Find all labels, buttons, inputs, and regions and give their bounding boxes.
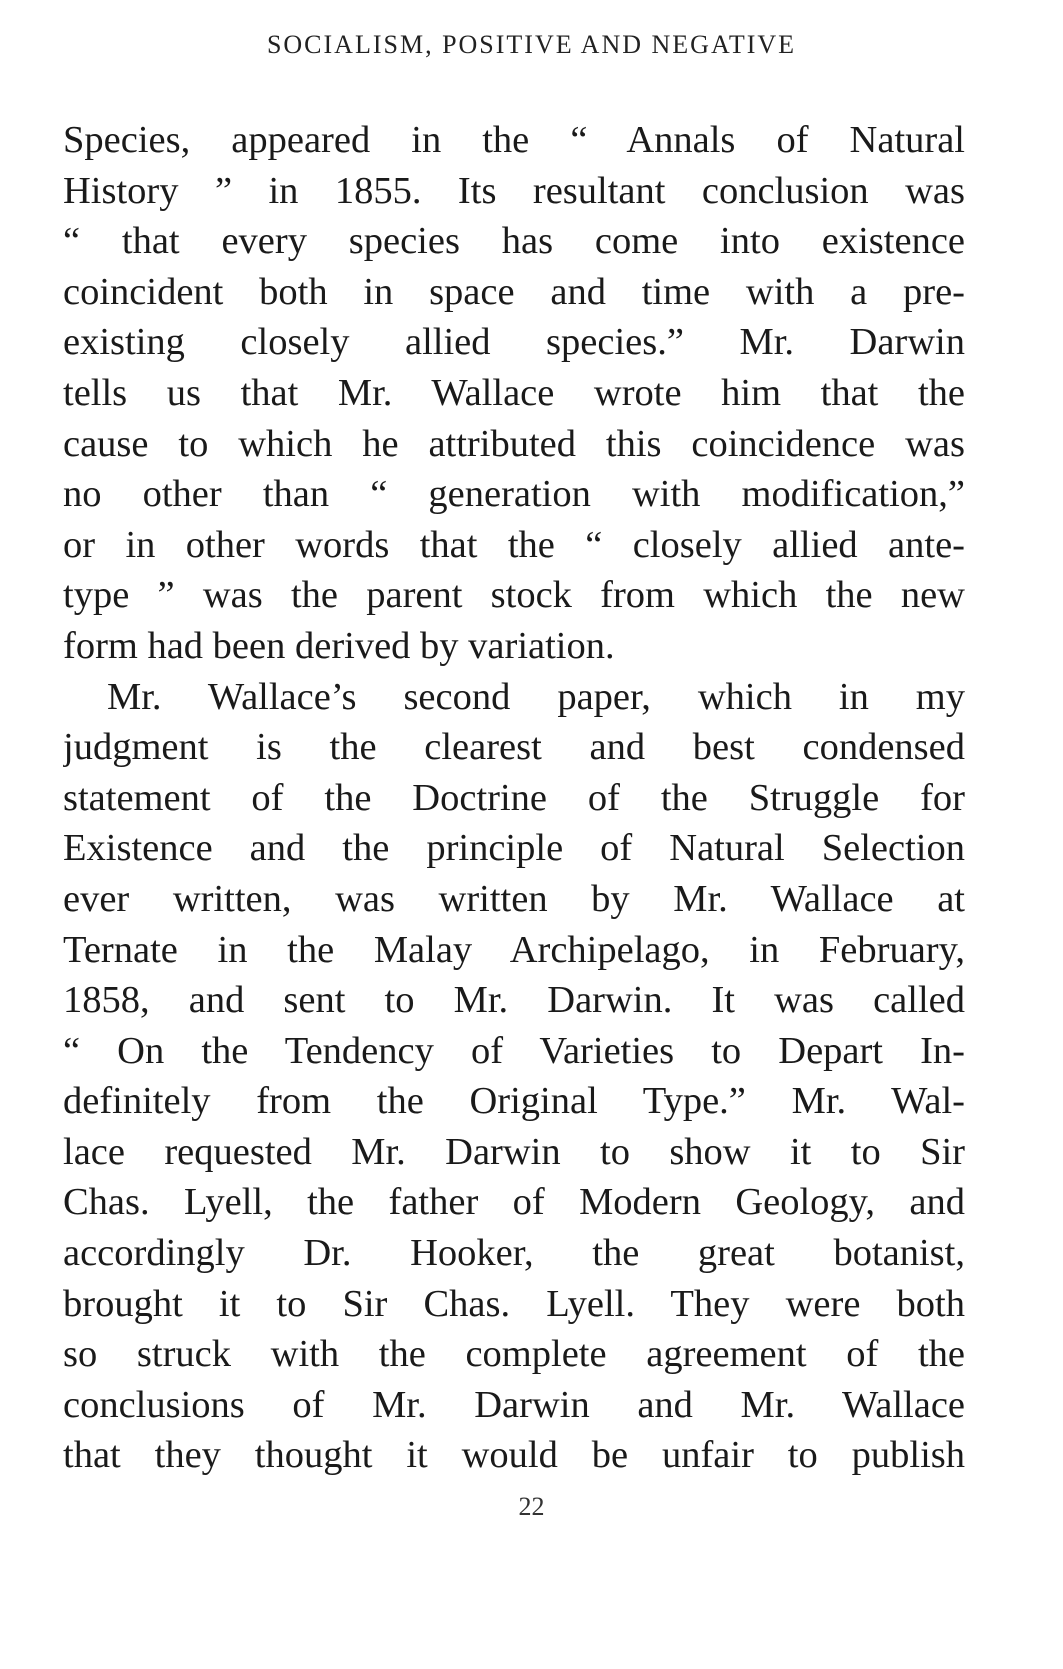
text-line: existing closely allied species.” Mr. Darwin bbox=[63, 321, 965, 364]
paragraph-1 bbox=[63, 115, 965, 672]
text-line: coincident both in space and time with a pre- bbox=[63, 270, 965, 313]
text-line: so struck with the complete agreement of the bbox=[63, 1333, 965, 1376]
text-line: form had been derived by variation. bbox=[63, 624, 615, 667]
text-line: “ that every species has come into existence bbox=[63, 220, 965, 263]
text-line: Mr. Wallace’s second paper, which in my bbox=[107, 675, 965, 718]
text-line: that they thought it would be unfair to publish bbox=[63, 1434, 965, 1477]
text-line: or in other words that the “ closely allied ante- bbox=[63, 523, 965, 566]
text-line: Chas. Lyell, the father of Modern Geology, and bbox=[63, 1181, 965, 1224]
running-header: SOCIALISM, POSITIVE AND NEGATIVE bbox=[266, 30, 797, 59]
paragraph-2 bbox=[63, 672, 965, 1482]
text-line: Ternate in the Malay Archipelago, in February, bbox=[63, 928, 965, 971]
text-line: tells us that Mr. Wallace wrote him that the bbox=[63, 371, 965, 414]
text-line: History ” in 1855. Its resultant conclusion was bbox=[63, 169, 965, 212]
page-number: 22 bbox=[518, 1492, 545, 1521]
text-line: ever written, was written by Mr. Wallace at bbox=[63, 877, 965, 920]
text-line: Existence and the principle of Natural Selection bbox=[63, 827, 965, 870]
text-line: cause to which he attributed this coincidence was bbox=[63, 422, 965, 465]
text-line: type ” was the parent stock from which the new bbox=[63, 574, 965, 617]
text-line: Species, appeared in the “ Annals of Natural bbox=[63, 119, 965, 161]
text-line: conclusions of Mr. Darwin and Mr. Wallace bbox=[63, 1383, 965, 1426]
text-line: no other than “ generation with modification,” bbox=[63, 473, 965, 516]
body-text bbox=[63, 115, 965, 1481]
text-line: brought it to Sir Chas. Lyell. They were both bbox=[63, 1282, 965, 1325]
text-line: statement of the Doctrine of the Struggle for bbox=[63, 776, 965, 819]
text-line: “ On the Tendency of Varieties to Depart In- bbox=[63, 1029, 965, 1072]
text-line: lace requested Mr. Darwin to show it to Sir bbox=[63, 1130, 965, 1173]
text-line: judgment is the clearest and best condensed bbox=[63, 726, 965, 769]
text-line: 1858, and sent to Mr. Darwin. It was called bbox=[63, 979, 965, 1022]
text-line: accordingly Dr. Hooker, the great botanist, bbox=[63, 1232, 965, 1275]
text-line: definitely from the Original Type.” Mr. Wal- bbox=[63, 1080, 965, 1123]
